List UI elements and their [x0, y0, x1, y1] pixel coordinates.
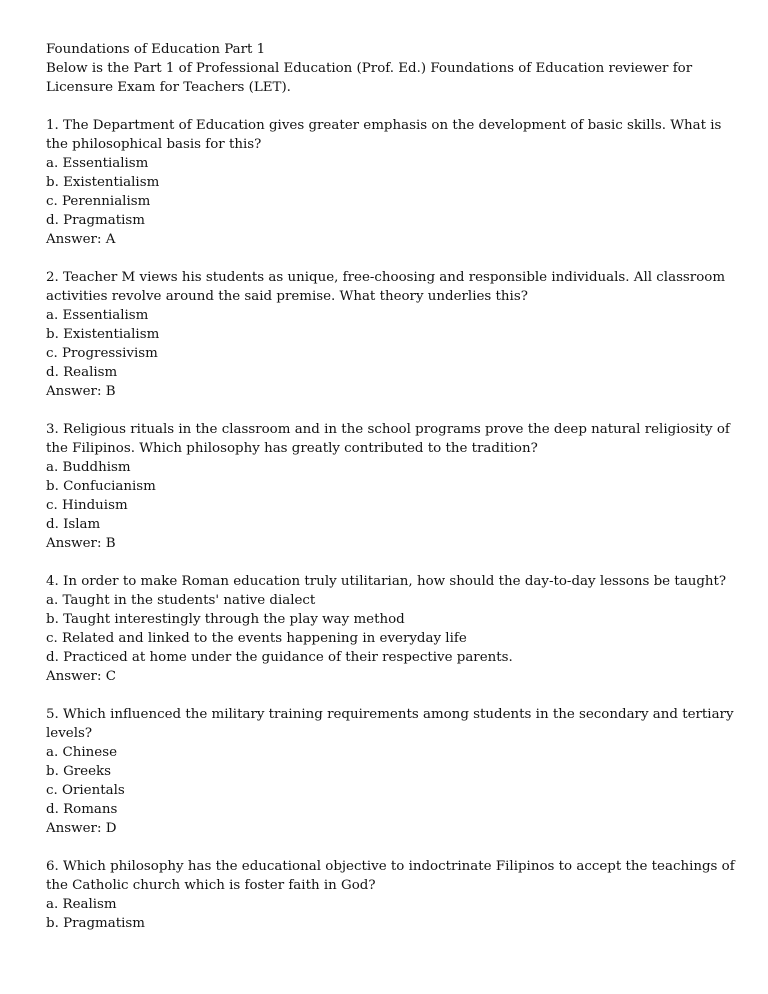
question-text: 1. The Department of Education gives greater emphasis on the development of basic skills. What is the philosophical basis for this?: [46, 118, 722, 152]
option-a: a. Taught in the students' native dialect: [46, 593, 316, 608]
option-b: b. Pragmatism: [46, 916, 145, 931]
option-c: c. Hinduism: [46, 498, 128, 513]
option-c: c. Perennialism: [46, 194, 151, 209]
question-4: [46, 572, 736, 686]
question-text: 5. Which influenced the military training requirements among students in the secondary and tertiary levels?: [46, 707, 734, 741]
option-a: a. Essentialism: [46, 308, 149, 323]
option-d: d. Islam: [46, 517, 101, 532]
answer-line: Answer: C: [46, 669, 116, 684]
option-d: d. Realism: [46, 365, 118, 380]
question-5: [46, 705, 736, 838]
option-c: c. Progressivism: [46, 346, 158, 361]
option-a: a. Chinese: [46, 745, 117, 760]
answer-line: Answer: B: [46, 384, 116, 399]
option-d: d. Romans: [46, 802, 118, 817]
answer-line: Answer: A: [46, 232, 116, 247]
option-d: d. Pragmatism: [46, 213, 145, 228]
answer-line: Answer: B: [46, 536, 116, 551]
document-header: [46, 40, 736, 97]
option-b: b. Existentialism: [46, 327, 160, 342]
option-a: a. Essentialism: [46, 156, 149, 171]
question-2: [46, 268, 736, 401]
question-text: 6. Which philosophy has the educational objective to indoctrinate Filipinos to accept the teachings of the Catholic church which is foster faith in God?: [46, 859, 735, 893]
option-d: d. Practiced at home under the guidance of their respective parents.: [46, 650, 513, 665]
option-b: b. Existentialism: [46, 175, 160, 190]
option-c: c. Related and linked to the events happening in everyday life: [46, 631, 467, 646]
option-b: b. Greeks: [46, 764, 112, 779]
question-text: 4. In order to make Roman education truly utilitarian, how should the day-to-day lessons be taught?: [46, 574, 727, 589]
question-text: 3. Religious rituals in the classroom and in the school programs prove the deep natural religiosity of the Filipinos. Which philosophy has greatly contributed to the tradition?: [46, 422, 730, 456]
option-b: b. Confucianism: [46, 479, 156, 494]
question-6: [46, 857, 736, 933]
question-3: [46, 420, 736, 553]
option-b: b. Taught interestingly through the play way method: [46, 612, 405, 627]
document-intro: Below is the Part 1 of Professional Education (Prof. Ed.) Foundations of Education reviewer for Licensure Exam for Teachers (LET).: [46, 61, 693, 95]
question-text: 2. Teacher M views his students as unique, free-choosing and responsible individuals. All classroom activities revolve around the said premise. What theory underlies this?: [46, 270, 726, 304]
document-title: Foundations of Education Part 1: [46, 42, 266, 57]
option-c: c. Orientals: [46, 783, 125, 798]
option-a: a. Realism: [46, 897, 117, 912]
option-a: a. Buddhism: [46, 460, 131, 475]
question-1: [46, 116, 736, 249]
answer-line: Answer: D: [46, 821, 117, 836]
document-page: [46, 40, 736, 952]
